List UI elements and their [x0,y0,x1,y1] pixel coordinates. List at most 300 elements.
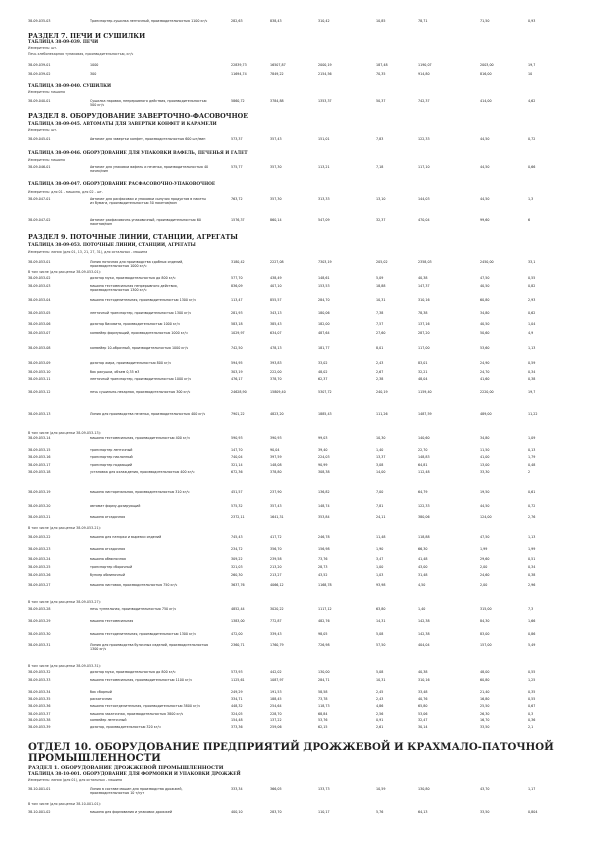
value-cell: 63,80 [376,607,386,611]
value-cell: 22839,73 [231,63,247,67]
value-cell: 470,04 [418,218,430,222]
value-cell: 188,45 [270,697,282,701]
value-cell: 147,37 [418,284,430,288]
work-description: транспортер наклонный [90,455,133,459]
value-cell: 31,48 [418,573,428,577]
value-cell: 838,43 [270,19,282,23]
value-cell: 4066,12 [270,583,284,587]
value-cell: 10 [528,72,533,76]
value-cell: 2003,00 [480,63,494,67]
table-heading: ТАБЛИЦА 38-09-040. СУШИЛКИ [28,84,112,89]
value-cell: 0,34 [528,370,536,374]
value-cell: 339,43 [270,632,282,636]
value-cell: 2,56 [376,712,384,716]
value-cell: 5,76 [376,810,384,814]
part-heading: ОТДЕЛ 10. ОБОРУДОВАНИЕ ПРЕДПРИЯТИЙ ДРОЖЖЕВОЙ И КРАХМАЛО-ПАТОЧНОЙ ПРОМЫШЛЕННОСТИ [28,741,554,764]
value-cell: 64,79 [418,490,428,494]
value-cell: 60,80 [480,298,490,302]
value-cell: 47,50 [480,276,490,280]
value-cell: 2220,00 [480,390,494,394]
value-cell: 40,76 [418,697,428,701]
value-cell: 4,50 [418,583,426,587]
value-cell: 11,22 [528,412,538,416]
value-cell: 2227,08 [270,260,284,264]
rate-code: 38-09-053-27 [28,583,51,587]
value-cell: 0,34 [528,565,536,569]
value-cell: 0,13 [528,448,536,452]
value-cell: 2360,71 [231,643,245,647]
value-cell: 2,67 [376,370,384,374]
value-cell: 147,70 [231,448,243,452]
value-cell: 4,86 [376,704,384,708]
value-cell: 83,00 [480,632,490,636]
value-cell: 50,37 [376,99,386,103]
value-cell: 2,00 [480,565,488,569]
work-description: 1000 [90,63,99,67]
value-cell: 41,60 [480,377,490,381]
value-cell: 745,43 [231,535,243,539]
table-heading: ТАБЛИЦА 38-09-039. ПЕЧИ [28,40,99,45]
value-cell: 0,48 [528,463,536,467]
value-cell: 3,47 [376,557,384,561]
value-cell: 5,09 [376,276,384,280]
value-cell: 13,37 [376,455,386,459]
rate-code: 38-09-046-01 [28,165,51,169]
value-cell: 763,72 [231,197,243,201]
value-cell: 24,70 [480,370,490,374]
value-cell: 14,00 [376,470,386,474]
value-cell: 60,80 [480,678,490,682]
value-cell: 27,60 [376,331,386,335]
rate-code: 38-09-053-04 [28,298,51,302]
value-cell: 3180,42 [231,260,245,264]
rate-code: 38-09-053-09 [28,361,51,365]
value-cell: 7,18 [376,165,384,169]
value-cell: 58,58 [318,690,328,694]
value-cell: 1029,97 [231,331,245,335]
value-cell: 2,45 [376,690,384,694]
value-cell: 228,70 [270,712,282,716]
value-cell: 7,38 [376,311,384,315]
value-cell: 13,00 [480,463,490,467]
value-cell: 404,04 [418,643,430,647]
value-cell: 0,93 [528,19,536,23]
work-description: 300 [90,72,97,76]
value-cell: 26,30 [480,712,490,716]
value-cell: 324,05 [231,712,243,716]
value-cell: 3020,22 [270,607,284,611]
value-cell: 24,90 [480,361,490,365]
value-cell: 855,57 [270,298,282,302]
value-cell: 70,35 [376,72,386,76]
value-cell: 71,50 [480,19,490,23]
work-description: транспортер сборочный [90,565,133,569]
value-cell: 2372,11 [231,515,245,519]
value-cell: 2450,00 [480,260,494,264]
work-description: машина листовая, производительностью 750 кг/ч [90,583,178,587]
work-description: дозатор бисквита, производительностью 1000 кг/ч [90,322,180,326]
work-description: Линия для производства булочных изделий, производительностью 1300 кг/ч [90,643,209,652]
value-cell: 98,05 [318,632,328,636]
value-cell: 4,9 [528,331,534,335]
unit-note: Измеритель: шт. [28,128,58,132]
value-cell: 400,10 [231,810,243,814]
value-cell: 43,52 [318,573,328,577]
rate-code: 38-09-053-19 [28,490,51,494]
value-cell: 239,58 [270,557,282,561]
value-cell: 2,43 [376,361,384,365]
value-cell: 153,53 [318,284,330,288]
value-cell: 0,38 [528,377,536,381]
table-heading: ТАБЛИЦА 38-09-046. ОБОРУДОВАНИЕ ДЛЯ УПАКОВКИ ВАФЕЛЬ, ПЕЧЕНЬЯ И ГАЛЕТ [28,151,248,156]
value-cell: 140,60 [418,436,430,440]
value-cell: 573,93 [231,670,243,674]
value-cell: 18,88 [376,284,386,288]
work-description: машина тестоделительная, производительностью 1300 кг/ч [90,298,196,302]
value-cell: 366,05 [270,787,282,791]
value-cell: 0,55 [528,276,536,280]
value-cell: 10,31 [376,678,386,682]
value-cell: 234,72 [231,547,243,551]
value-cell: 7,81 [376,504,384,508]
value-cell: 1,17 [528,787,536,791]
rate-code: 38-09-053-10 [28,370,51,374]
value-cell: 0,72 [528,137,536,141]
value-cell: 32,37 [376,218,386,222]
value-cell: 1487,59 [418,412,432,416]
value-cell: 1641,31 [270,515,284,519]
rate-code: 38-09-053-07 [28,331,51,335]
value-cell: 25,50 [480,704,490,708]
value-cell: 321,03 [231,565,243,569]
value-cell: 118,88 [418,535,430,539]
value-cell: 308,38 [318,470,330,474]
work-description: машина для натирки и вырезки изделий [90,535,162,539]
work-description: дозатор жира, производительностью 800 кг/ч [90,361,171,365]
value-cell: 33,30 [480,470,490,474]
value-cell: 1087,97 [270,678,284,682]
value-cell: 0,55 [528,670,536,674]
value-cell: 357,43 [270,137,282,141]
value-cell: 122,33 [418,504,430,508]
value-cell: 11,50 [480,448,490,452]
value-cell: 57,50 [376,643,386,647]
value-cell: 1383,00 [231,619,245,623]
value-cell: 222,00 [270,370,282,374]
rate-code: 38-09-053-17 [28,463,51,467]
value-cell: 575,32 [231,504,243,508]
value-cell: 16,80 [480,697,490,701]
value-cell: 16507,87 [270,63,286,67]
value-cell: 438,49 [270,276,282,280]
value-cell: 113,21 [318,165,330,169]
rate-code: 38-09-053-37 [28,712,51,716]
value-cell: 7,83 [376,137,384,141]
work-description: конвейер ленточный [90,718,127,722]
value-cell: 78,38 [418,311,428,315]
value-cell: 187,48 [376,63,388,67]
rate-code: 38-09-053-32 [28,670,51,674]
value-cell: 32,21 [418,370,428,374]
value-cell: 64,13 [418,810,428,814]
value-cell: 154,48 [231,718,243,722]
value-cell: 11,48 [376,535,386,539]
rate-code: 38-09-047-01 [28,197,51,201]
value-cell: 22,70 [418,448,428,452]
value-cell: 213,27 [270,573,282,577]
value-cell: 40,38 [418,670,428,674]
value-cell: 407,10 [270,284,282,288]
value-cell: 742,50 [231,346,243,350]
value-cell: 7849,22 [270,72,284,76]
value-cell: 40,50 [480,284,490,288]
value-cell: 357,30 [270,165,282,169]
value-cell: 1885,43 [318,412,332,416]
value-cell: 577,70 [231,276,243,280]
value-cell: 32,47 [418,718,428,722]
value-cell: 0,35 [528,690,536,694]
value-cell: 283,70 [270,810,282,814]
unit-note: Измеритель: линия (для 01), для остальных - машина [28,778,123,782]
rate-code: 38-09-053-13 [28,412,51,416]
value-cell: 11694,74 [231,72,247,76]
work-description: Автомат для упаковки вафель и печенья, производительностью 40 пачек/мин [90,165,209,174]
table-heading: ТАБЛИЦА 38-09-053. ПОТОЧНЫЕ ЛИНИИ, СТАНЦИИ, АГРЕГАТЫ [28,243,196,248]
rate-code: 38-10-001-01 [28,787,51,791]
value-cell: 73,78 [318,697,328,701]
value-cell: 672,36 [231,470,243,474]
value-cell: 33,48 [418,690,428,694]
value-cell: 40,50 [480,322,490,326]
value-cell: 99,60 [480,218,490,222]
value-cell: 309,22 [231,557,243,561]
value-cell: 594,95 [231,361,243,365]
value-cell: 10,85 [376,19,386,23]
work-description: машина отсадочная [90,515,126,519]
value-cell: 43,00 [418,565,428,569]
value-cell: 357,43 [270,504,282,508]
value-cell: 64,81 [418,463,428,467]
value-cell: 5,08 [376,632,384,636]
value-cell: 2,96 [528,583,536,587]
rate-code: 38-09-053-21 [28,515,51,519]
work-description: машина тестомесильная [90,619,134,623]
value-cell: 282,63 [231,19,243,23]
work-description: Автомат для завертки конфет, производительностью 600 шт/мин [90,137,206,141]
value-cell: 1,99 [528,547,536,551]
value-cell: 157,00 [480,643,492,647]
work-description: бак сборный [90,690,112,694]
value-cell: 99,03 [318,436,328,440]
value-cell: 742,37 [418,99,430,103]
work-description: транспортер подающий [90,463,132,467]
section-heading: РАЗДЕЛ 1. ОБОРУДОВАНИЕ ДРОЖЖЕВОЙ ПРОМЫШЛЕННОСТИ [28,765,224,771]
value-cell: 284,70 [318,298,330,302]
rate-code: 38-09-040-01 [28,99,51,103]
value-cell: 191,53 [270,690,282,694]
value-cell: 259,06 [270,725,282,729]
rate-code: 38-09-053-30 [28,632,51,636]
value-cell: 122,33 [418,137,430,141]
value-cell: 634,07 [270,331,282,335]
value-cell: 7,3 [528,607,534,611]
value-cell: 182,00 [318,322,330,326]
value-cell: 142,38 [418,632,430,636]
rate-code: 38-09-053-23 [28,547,51,551]
rate-code: 38-09-053-24 [28,557,51,561]
work-description: машина обминочная [90,557,126,561]
value-cell: 0,62 [528,311,536,315]
value-cell: 137,16 [418,322,430,326]
work-description: дозатор муки, производительностью до 800 кг/ч [90,670,176,674]
value-cell: 0,36 [528,718,536,722]
unit-note: Измеритель: линия (для 01, 13, 21, 27, 31), для остальных - машина [28,250,148,254]
section-heading: РАЗДЕЛ 8. ОБОРУДОВАНИЕ ЗАВЕРТОЧНО-ФАСОВОЧНОЕ [28,112,249,120]
work-description: машина тестомесильная, производительностью 1100 кг/ч [90,678,192,682]
value-cell: 1576,37 [231,218,245,222]
value-cell: 136,82 [318,490,330,494]
value-cell: 30,14 [418,725,428,729]
work-description: Линия для производства печенья, производительностью 400 кг/ч [90,412,206,416]
table-heading: ТАБЛИЦА 38-10-001. ОБОРУДОВАНИЕ ДЛЯ ФОРМОВКИ И УПАКОВКИ ДРОЖЖЕЙ [28,772,241,777]
rate-code: 38-09-053-35 [28,697,51,701]
group-note: В том числе (для расценки 38-09-053-01): [28,270,101,274]
value-cell: 3,08 [376,463,384,467]
value-cell: 281,93 [231,311,243,315]
value-cell: 28,73 [318,565,328,569]
rate-code: 38-09-047-02 [28,218,51,222]
value-cell: 130,80 [418,787,430,791]
value-cell: 90,04 [270,448,280,452]
value-cell: 1,3 [528,197,534,201]
unit-note: Измеритель: машина [28,90,65,94]
value-cell: 573,37 [231,137,243,141]
value-cell: 1,40 [418,607,426,611]
value-cell: 380,06 [418,515,430,519]
group-note: В том числе (для расценки 38-10-001-01): [28,802,101,806]
value-cell: 53,60 [480,346,490,350]
unit-note: Измеритель: машина [28,158,65,162]
value-cell: 442,02 [270,670,282,674]
work-description: Линия в составе машин для производства дрожжей, производительностью 10 т/сут [90,787,183,796]
value-cell: 287,20 [418,331,430,335]
value-cell: 41,00 [480,455,490,459]
value-cell: 321,14 [231,463,243,467]
unit-note: Измеритель: шт. [28,46,58,50]
value-cell: 448,32 [231,704,243,708]
value-cell: 90,99 [318,463,328,467]
value-cell: 489,00 [480,412,492,416]
unit-note: Измеритель: для 01 - машина, для 02 - шт. [28,190,103,194]
value-cell: 284,71 [318,678,330,682]
work-description: машина листорезальная, производительностью 310 кг/ч [90,490,190,494]
table-heading: ТАБЛИЦА 38-09-047. ОБОРУДОВАНИЕ РАСФАСОВОЧНО-УПАКОВОЧНОЕ [28,182,216,187]
value-cell: 0,51 [528,557,536,561]
value-cell: 1190,07 [418,63,432,67]
value-cell: 130,00 [318,670,330,674]
rate-code: 38-09-053-25 [28,565,51,569]
value-cell: 378,70 [270,377,282,381]
value-cell: 5860,72 [231,99,245,103]
value-cell: 7901,22 [231,412,245,416]
value-cell: 29,60 [480,557,490,561]
value-cell: 10,30 [376,436,386,440]
value-cell: 397,59 [270,455,282,459]
value-cell: 816,00 [480,72,492,76]
rate-code: 38-09-053-08 [28,346,51,350]
value-cell: 740,04 [231,455,243,459]
value-cell: 181,77 [318,346,330,350]
work-description: машина тестоделительная, производительностью 1300 кг/ч [90,632,196,636]
value-cell: 10,59 [376,787,386,791]
value-cell: 62,37 [318,377,328,381]
work-description: бак ракушки, объем 0,35 м3 [90,370,140,374]
value-cell: 110,17 [318,810,330,814]
value-cell: 156,98 [318,547,330,551]
work-description: машина тестоотделительная, производительностью 3800 кг/ч [90,704,200,708]
work-description: ленточный транспортер, производительностью 1000 кг/ч [90,377,191,381]
value-cell: 34,80 [480,436,490,440]
value-cell: 83,01 [418,361,428,365]
value-cell: 66,30 [418,547,428,551]
value-cell: 1,40 [376,448,384,452]
value-cell: 726,98 [318,643,330,647]
value-cell: 93,98 [376,583,386,587]
rate-code: 38-09-053-03 [28,284,51,288]
value-cell: 390,93 [270,436,282,440]
rate-code: 38-10-001-02 [28,810,51,814]
value-cell: 21,40 [480,690,490,694]
value-cell: 836,09 [231,284,243,288]
value-cell: 111,26 [376,412,388,416]
value-cell: 50,60 [480,331,490,335]
value-cell: 0,66 [528,165,536,169]
rate-code: 38-09-053-33 [28,678,51,682]
value-cell: 19,7 [528,390,536,394]
group-note: В том числе (для расценки 38-09-053-21): [28,526,101,530]
value-cell: 1760,79 [270,643,284,647]
value-cell: 860,14 [270,218,282,222]
value-cell: 0,55 [528,697,536,701]
value-cell: 7,57 [376,322,384,326]
value-cell: 356,70 [270,547,282,551]
value-cell: 1,25 [528,678,536,682]
value-cell: 62,15 [318,725,328,729]
value-cell: 4823,20 [270,412,284,416]
value-cell: 575,77 [231,165,243,169]
work-description: дозатор муки, производительностью до 800 кг/ч [90,276,176,280]
value-cell: 19,50 [480,490,490,494]
value-cell: 33,50 [480,810,490,814]
value-cell: 5,49 [528,643,536,647]
value-cell: 1168,78 [318,583,332,587]
rate-code: 38-09-053-14 [28,436,51,440]
value-cell: 357,30 [270,197,282,201]
value-cell: 151,01 [318,137,330,141]
value-cell: 385,43 [270,322,282,326]
rate-code: 38-09-053-36 [28,704,51,708]
value-cell: 44,50 [480,165,490,169]
value-cell: 148,83 [418,455,430,459]
value-cell: 3784,88 [270,99,284,103]
work-description: дозатор, производительностью 320 кг/ч [90,725,161,729]
work-description: Автомат расфасовочно-упаковочный, производительностью 60 пакетов/мин [90,218,201,227]
value-cell: 68,84 [318,712,328,716]
value-cell: 124,00 [480,515,492,519]
value-cell: 0,804 [528,810,538,814]
rate-code: 38-09-039-02 [28,72,51,76]
work-description: транспортер ленточный [90,448,133,452]
